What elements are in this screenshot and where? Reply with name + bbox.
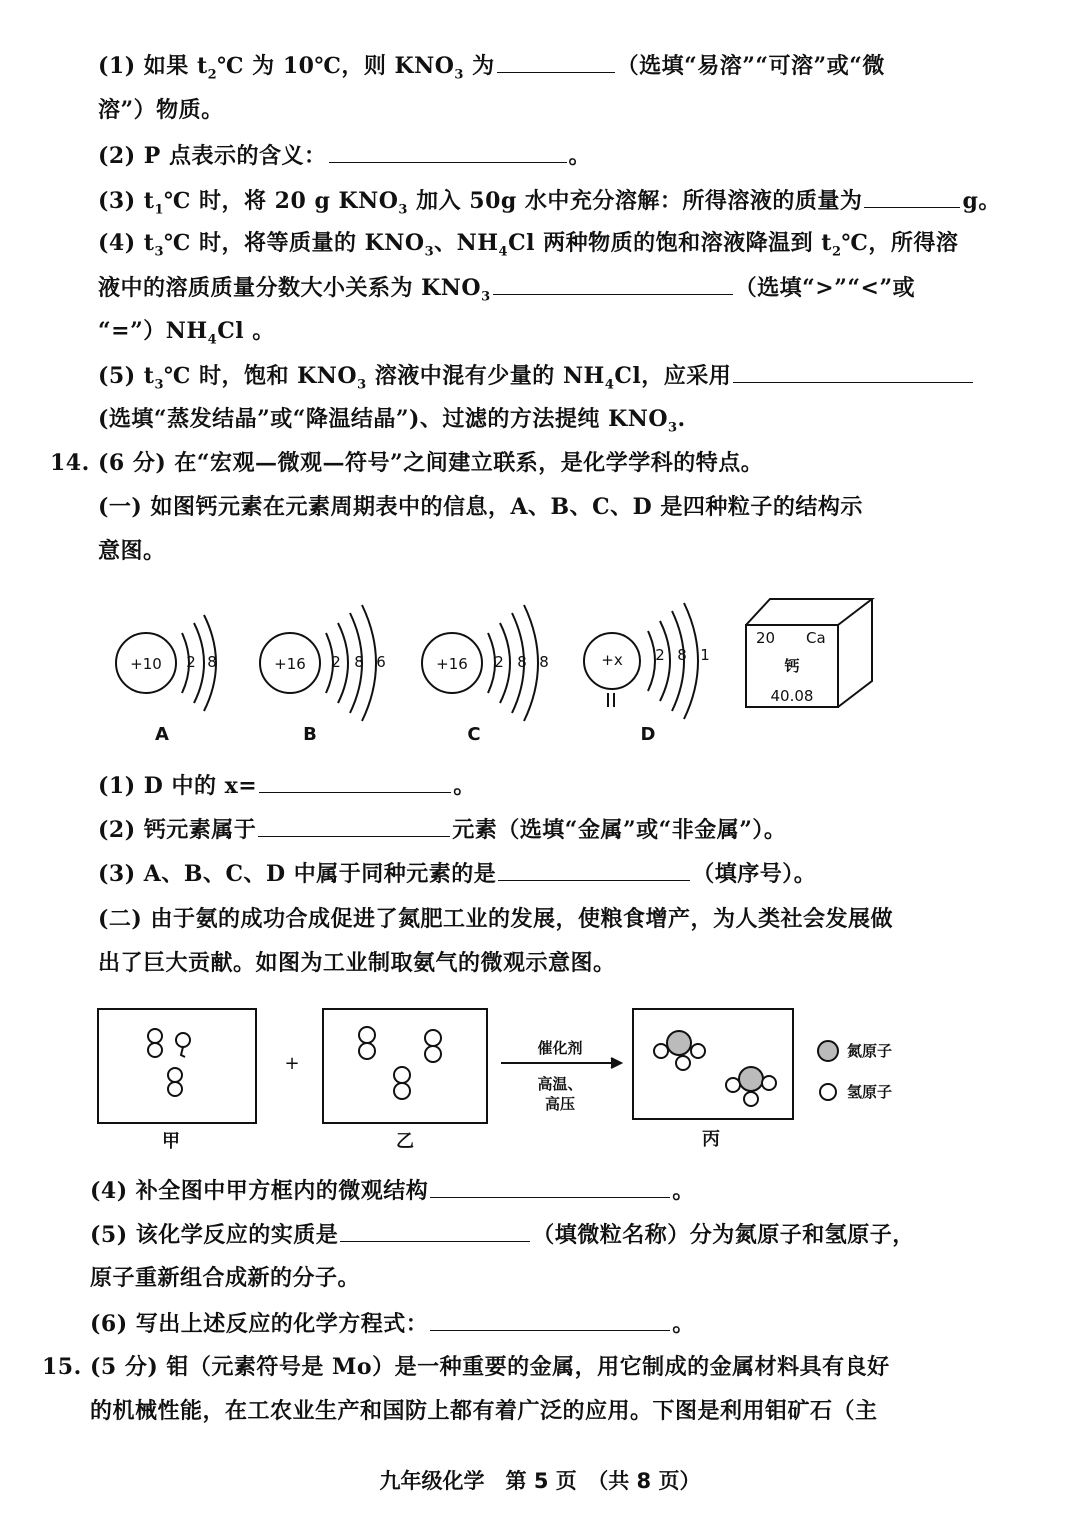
- svg-text:+: +: [284, 1053, 300, 1074]
- q13-line-2: 溶”）物质。: [98, 97, 224, 123]
- answer-blank-14-5[interactable]: [340, 1219, 530, 1242]
- answer-blank-14-4[interactable]: [430, 1175, 670, 1198]
- q13-line-8: (5) $t_3℃$ 时，饱和 $KNO_3$ 溶液中混有少量的 $NH_4Cl$，应采用: [98, 360, 975, 391]
- q13-line-3: (2) P 点表示的含义： 。: [98, 140, 591, 171]
- answer-blank-13-3[interactable]: [864, 185, 960, 208]
- svg-text:8: 8: [354, 653, 364, 671]
- reaction-diagram: [95, 1005, 935, 1155]
- svg-text:B: B: [303, 724, 317, 745]
- answer-blank-14-2[interactable]: [258, 814, 450, 837]
- svg-text:D: D: [640, 724, 656, 745]
- q14-q1: (1) D 中的 x= 。: [98, 770, 476, 801]
- q14-q2: (2) 钙元素属于 元素（选填“金属”或“非金属”）。: [98, 814, 786, 845]
- svg-text:乙: 乙: [396, 1131, 414, 1152]
- svg-text:2: 2: [186, 653, 196, 671]
- answer-blank-14-6[interactable]: [430, 1308, 670, 1331]
- box-yi: [323, 1009, 487, 1123]
- q14-head: 14. (6 分) 在“宏观—微观—符号”之间建立联系，是化学学科的特点。: [50, 450, 764, 476]
- svg-text:催化剂: 催化剂: [537, 1039, 583, 1057]
- q13-line-5: (4) $t_3℃$ 时，将等质量的 $KNO_3$、$NH_4Cl$ 两种物质的饱和溶液降温到 $t_2℃$，所得溶: [98, 230, 959, 260]
- answer-blank-13-2[interactable]: [329, 140, 567, 163]
- atom-a-nucleus-label: +10: [130, 655, 162, 673]
- ca-number: 20: [756, 629, 776, 647]
- q13-line-6: 液中的溶质质量分数大小关系为 $KNO_3$ （选填“>”“<”或: [98, 272, 915, 303]
- svg-text:高压: 高压: [544, 1095, 576, 1113]
- atom-d-nucleus-label: +x: [601, 651, 623, 669]
- q14-part1-line1: (一) 如图钙元素在元素周期表中的信息，A、B、C、D 是四种粒子的结构示: [98, 494, 863, 520]
- svg-text:8: 8: [517, 653, 527, 671]
- svg-text:2: 2: [494, 653, 504, 671]
- svg-text:1: 1: [700, 646, 710, 664]
- answer-blank-13-1[interactable]: [497, 50, 615, 73]
- q13-line-1: (1) 如果 $t_2℃$ 为 10℃，则 $KNO_3$ 为 （选填“易溶”“可溶”或“微: [98, 50, 885, 81]
- q13-line-7: “$=”)NH_4Cl$ 。: [98, 318, 275, 348]
- legend-nitrogen-icon: [818, 1041, 838, 1061]
- legend-hydrogen-icon: [820, 1084, 836, 1100]
- q14-q4: (4) 补全图中甲方框内的微观结构 。: [90, 1175, 695, 1206]
- q14-q5-line2: 原子重新组合成新的分子。: [90, 1265, 361, 1291]
- q15-line-2: 的机械性能，在工农业生产和国防上都有着广泛的应用。下图是利用钼矿石（主: [90, 1398, 878, 1424]
- q13-line-9: (选填“蒸发结晶”或“降温结晶”)、过滤的方法提纯 $KNO_3$.: [98, 406, 686, 436]
- q14-q3: (3) A、B、C、D 中属于同种元素的是 （填序号）。: [98, 858, 816, 889]
- svg-text:C: C: [467, 724, 481, 745]
- atom-c-nucleus-label: +16: [436, 655, 468, 673]
- svg-text:8: 8: [539, 653, 549, 671]
- box-bing: [633, 1009, 793, 1119]
- q13-line-4: (3) $t_1℃$ 时，将 20 g $KNO_3$ 加入 50g 水中充分溶解：所得溶液的质量为 g。: [98, 185, 1001, 216]
- ca-name: 钙: [784, 657, 800, 675]
- q14-part1-line2: 意图。: [98, 538, 166, 564]
- svg-text:6: 6: [376, 653, 386, 671]
- atom-b-nucleus-label: +16: [274, 655, 306, 673]
- q14-q5: (5) 该化学反应的实质是 （填微粒名称）分为氮原子和氢原子，: [90, 1219, 915, 1250]
- answer-blank-14-1[interactable]: [259, 770, 451, 793]
- atom-structure-diagram: [100, 585, 900, 755]
- svg-text:氢原子: 氢原子: [847, 1083, 893, 1101]
- page-footer: 九年级化学 第 5 页 （共 8 页）: [379, 1469, 701, 1493]
- ca-mass: 40.08: [770, 687, 814, 705]
- q14-part2-line1: (二) 由于氨的成功合成促进了氮肥工业的发展，使粮食增产，为人类社会发展做: [98, 906, 893, 932]
- answer-blank-13-4[interactable]: [493, 272, 733, 295]
- svg-text:A: A: [155, 724, 169, 745]
- svg-text:高温、: 高温、: [537, 1075, 583, 1093]
- q15-line-1: 15. (5 分) 钼（元素符号是 Mo）是一种重要的金属，用它制成的金属材料具有良好: [42, 1354, 890, 1380]
- box-jia: [98, 1009, 256, 1123]
- svg-text:甲: 甲: [162, 1131, 180, 1152]
- q14-part2-line2: 出了巨大贡献。如图为工业制取氨气的微观示意图。: [98, 950, 616, 976]
- answer-blank-13-5[interactable]: [733, 360, 973, 383]
- svg-text:2: 2: [655, 646, 665, 664]
- svg-text:氮原子: 氮原子: [847, 1042, 893, 1060]
- svg-text:丙: 丙: [702, 1129, 720, 1150]
- svg-text:8: 8: [677, 646, 687, 664]
- svg-text:2: 2: [331, 653, 341, 671]
- ca-symbol: Ca: [806, 629, 826, 647]
- q14-q6: (6) 写出上述反应的化学方程式： 。: [90, 1308, 695, 1339]
- answer-blank-14-3[interactable]: [498, 858, 690, 881]
- svg-text:8: 8: [207, 653, 217, 671]
